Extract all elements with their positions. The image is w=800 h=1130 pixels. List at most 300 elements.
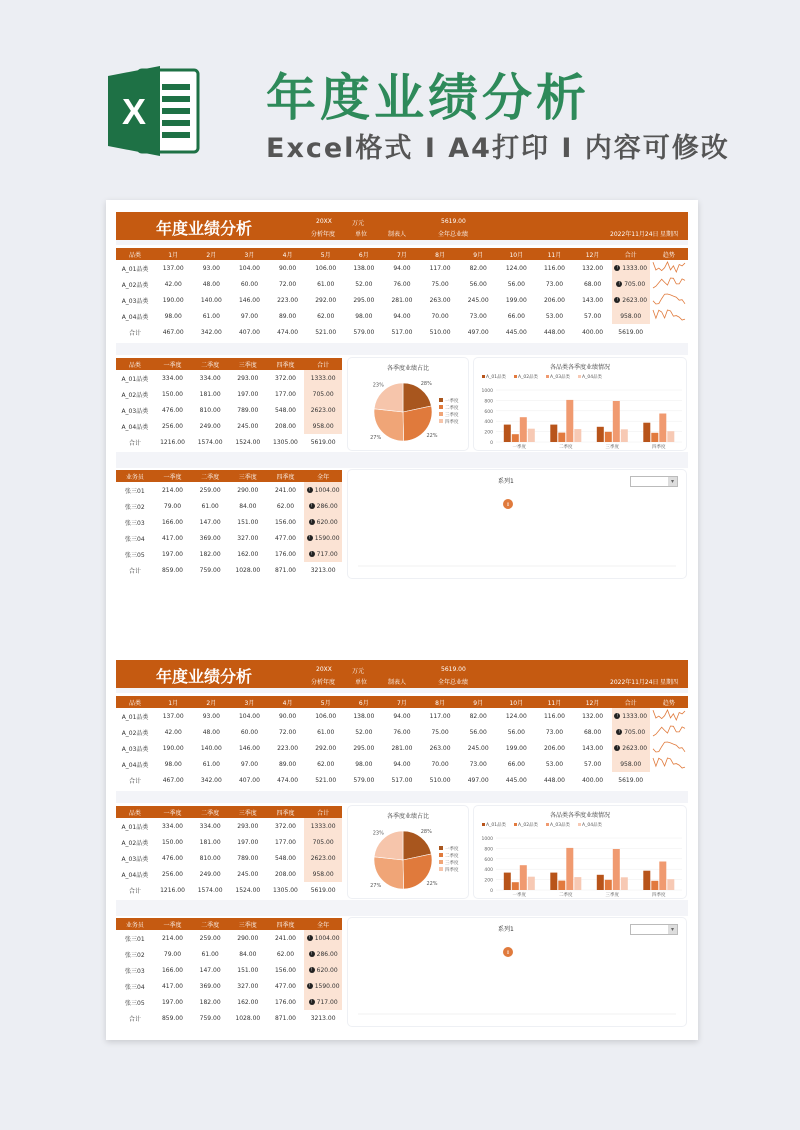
value-cell: 871.00 [274, 566, 296, 574]
value-cell: 68.00 [583, 728, 602, 736]
strip [116, 240, 688, 245]
bar [528, 877, 535, 890]
value-cell: 789.00 [237, 406, 259, 414]
value-cell: 334.00 [161, 822, 183, 830]
value-cell: 94.00 [393, 760, 411, 768]
report-title: 年度业绩分析 [156, 219, 253, 238]
pie-chart [348, 806, 468, 898]
total-value: 1004.00 [314, 934, 340, 942]
pie-title: 各季度业绩占比 [386, 813, 429, 820]
value-cell: 445.00 [505, 328, 527, 336]
value-cell: 90.00 [278, 264, 297, 272]
column-header: 7月 [397, 699, 407, 707]
bar [667, 879, 674, 890]
total-value: 717.00 [316, 550, 338, 558]
value-cell: 1574.00 [197, 438, 223, 446]
value-cell: 1216.00 [160, 886, 185, 894]
table-row [116, 850, 342, 866]
report-banner [116, 660, 688, 688]
value-cell: 259.00 [199, 934, 221, 942]
value-cell: 156.00 [274, 518, 296, 526]
row-label: A_02品类 [121, 281, 149, 289]
row-label: 合计 [128, 439, 141, 447]
value-cell: 214.00 [161, 934, 183, 942]
column-header: 12月 [585, 251, 600, 259]
legend-label: A_04品类 [582, 375, 603, 380]
x-tick-label: 三季度 [605, 893, 620, 898]
row-label: 合计 [128, 1015, 141, 1023]
bar [613, 401, 620, 442]
bar [550, 425, 557, 442]
value-cell: 176.00 [274, 550, 296, 558]
value-cell: 61.00 [317, 280, 335, 288]
bar [566, 848, 573, 890]
bar [621, 429, 628, 442]
value-cell: 190.00 [162, 744, 184, 752]
column-header: 9月 [473, 251, 484, 259]
total-cell: 5619.00 [310, 886, 336, 894]
row-label: 合计 [128, 887, 141, 895]
value-cell: 150.00 [161, 838, 183, 846]
column-header: 品类 [129, 699, 142, 707]
column-header: 合计 [317, 809, 330, 817]
legend-swatch [546, 375, 549, 378]
value-cell: 476.00 [161, 406, 183, 414]
value-cell: 281.00 [391, 744, 413, 752]
value-cell: 417.00 [161, 982, 183, 990]
table-row [116, 740, 688, 756]
total-value: 1590.00 [314, 534, 340, 542]
x-tick-label: 四季度 [652, 893, 666, 898]
legend-swatch [578, 375, 581, 378]
quarterly-table [116, 358, 342, 450]
table-row [116, 260, 688, 276]
value-cell: 106.00 [315, 264, 337, 272]
value-cell: 56.00 [507, 280, 525, 288]
value-cell: 116.00 [543, 264, 565, 272]
value-cell: 810.00 [199, 406, 221, 414]
value-cell: 57.00 [583, 760, 602, 768]
pie-title: 各季度业绩占比 [386, 365, 429, 372]
value-cell: 476.00 [161, 854, 183, 862]
bar [512, 434, 519, 442]
value-cell: 70.00 [431, 312, 449, 320]
value-cell: 369.00 [199, 534, 221, 542]
row-label: A_02品类 [121, 839, 149, 847]
header-row [116, 806, 342, 818]
y-tick-label: 0 [490, 441, 493, 446]
value-cell: 66.00 [507, 312, 525, 320]
column-header: 一季度 [163, 809, 182, 817]
bar [667, 431, 674, 442]
value-cell: 223.00 [277, 296, 299, 304]
value-cell: 292.00 [315, 296, 337, 304]
value-cell: 190.00 [162, 296, 184, 304]
total-cell [304, 866, 342, 882]
bar [520, 417, 527, 442]
value-cell: 73.00 [469, 312, 487, 320]
alert-icon: ! [616, 281, 622, 287]
legend-swatch [578, 823, 581, 826]
column-header: 1月 [168, 699, 179, 707]
sparkline [651, 292, 687, 306]
total-value: 1333.00 [622, 264, 648, 272]
alert-icon: ! [309, 519, 315, 525]
value-cell: 104.00 [238, 712, 260, 720]
column-header: 2月 [206, 699, 217, 707]
value-cell: 521.00 [315, 776, 337, 784]
value-cell: 517.00 [391, 776, 413, 784]
total-value: 620.00 [316, 518, 338, 526]
value-cell: 166.00 [161, 966, 183, 974]
bar-svg [474, 358, 686, 450]
table-row [116, 276, 688, 292]
value-cell: 517.00 [391, 328, 413, 336]
value-cell: 477.00 [274, 534, 296, 542]
total-value: 286.00 [316, 950, 338, 958]
pie-label: 28% [420, 381, 432, 388]
table-row [116, 724, 688, 740]
y-tick-label: 600 [484, 409, 493, 415]
legend-label: 二季度 [445, 406, 459, 411]
value-cell: 132.00 [582, 264, 604, 272]
value-cell: 208.00 [274, 422, 296, 430]
value-cell: 467.00 [162, 776, 184, 784]
hero-subtitle: Excel格式 I A4打印 I 内容可修改 [266, 133, 730, 164]
table-row [116, 546, 342, 562]
value-cell: 138.00 [353, 712, 375, 720]
total-cell [304, 498, 342, 514]
row-label: 合计 [129, 777, 142, 785]
column-header: 品类 [128, 809, 141, 817]
gap-band [116, 791, 688, 803]
y-tick-label: 200 [484, 430, 493, 436]
table-row [116, 308, 688, 324]
pie-label: 27% [370, 883, 382, 889]
value-cell: 181.00 [199, 838, 221, 846]
column-header: 10月 [509, 251, 524, 259]
value-cell: 73.00 [545, 280, 564, 288]
trend-cell [650, 260, 688, 276]
row-label: A_01品类 [121, 823, 149, 831]
trend-cell [650, 772, 688, 788]
bar [558, 881, 565, 890]
legend-swatch [439, 853, 443, 857]
chevron-down-icon[interactable]: ▾ [668, 477, 677, 486]
row-label: 合计 [129, 329, 142, 337]
year-value: 20XX [316, 666, 332, 673]
year-label: 分析年度 [311, 679, 336, 686]
value-cell: 143.00 [582, 744, 604, 752]
sparkline [651, 724, 687, 738]
legend-label: 一季度 [445, 847, 459, 852]
column-header: 5月 [320, 251, 331, 259]
value-cell: 70.00 [431, 760, 449, 768]
row-label: A_04品类 [121, 871, 149, 879]
value-cell: 197.00 [237, 838, 259, 846]
quarterly-table [116, 806, 342, 898]
bar [621, 877, 628, 890]
value-cell: 290.00 [237, 934, 259, 942]
total-cell [304, 930, 342, 946]
bar [651, 433, 658, 442]
bar [558, 433, 565, 442]
table-row [116, 292, 688, 308]
sales-table [116, 918, 342, 1026]
bar [504, 425, 511, 442]
value-cell: 48.00 [202, 728, 220, 736]
row-label: A_04品类 [121, 423, 149, 431]
column-header: 4月 [282, 699, 293, 707]
legend-swatch [514, 375, 517, 378]
x-tick-label: 三季度 [605, 445, 620, 450]
legend-swatch [439, 867, 443, 871]
value-cell: 1524.00 [235, 438, 261, 446]
column-header: 趋势 [662, 251, 675, 259]
sparkline [651, 740, 687, 754]
line-chart [348, 470, 686, 578]
value-cell: 1305.00 [273, 438, 298, 446]
total-cell [612, 756, 650, 772]
report-copy [116, 212, 688, 586]
value-cell: 75.00 [431, 280, 449, 288]
sparkline-path [653, 726, 685, 736]
value-cell: 53.00 [545, 760, 564, 768]
value-cell: 57.00 [583, 312, 602, 320]
value-cell: 48.00 [202, 280, 220, 288]
sparkline [651, 260, 687, 274]
legend-swatch [439, 860, 443, 864]
pie-label: 23% [372, 382, 384, 389]
row-label: 张三03 [125, 967, 145, 975]
value-cell: 75.00 [431, 728, 449, 736]
total-cell [612, 260, 650, 276]
legend-label: A_02品类 [518, 823, 539, 828]
value-cell: 147.00 [199, 518, 221, 526]
value-cell: 151.00 [237, 966, 259, 974]
unit-label: 单位 [355, 679, 368, 686]
table-row [116, 978, 342, 994]
value-cell: 56.00 [469, 728, 487, 736]
column-header: 四季度 [276, 809, 295, 817]
table-row [116, 402, 342, 418]
value-cell: 256.00 [161, 422, 183, 430]
sheet-preview [106, 200, 698, 1040]
sales-table [116, 470, 342, 578]
value-cell: 281.00 [391, 296, 413, 304]
value-cell: 177.00 [274, 838, 296, 846]
bar-title: 各品类各季度业绩情况 [549, 812, 610, 819]
alert-icon: ! [307, 535, 313, 541]
value-cell: 445.00 [505, 776, 527, 784]
value-cell: 293.00 [237, 374, 259, 382]
bar [550, 873, 557, 890]
value-cell: 60.00 [240, 280, 259, 288]
total-value: 958.00 [620, 760, 642, 768]
column-header: 合计 [624, 251, 637, 259]
total-value: 5619.00 [441, 666, 466, 673]
value-cell: 94.00 [393, 264, 411, 272]
row-label: A_02品类 [121, 391, 149, 399]
value-cell: 859.00 [161, 1014, 183, 1022]
y-tick-label: 1000 [481, 837, 493, 842]
alert-icon: ! [309, 967, 315, 973]
total-cell: 5619.00 [618, 328, 644, 336]
total-cell: 5619.00 [310, 438, 336, 446]
total-cell [612, 724, 650, 740]
value-cell: 124.00 [505, 264, 527, 272]
header-row [116, 918, 342, 930]
value-cell: 810.00 [199, 854, 221, 862]
row-label: 张三03 [125, 519, 145, 527]
value-cell: 147.00 [199, 966, 221, 974]
column-header: 2月 [206, 251, 217, 259]
column-header: 9月 [473, 699, 484, 707]
legend-swatch [482, 375, 485, 378]
value-cell: 1028.00 [235, 1014, 261, 1022]
value-cell: 181.00 [199, 390, 221, 398]
pie-label: 22% [426, 432, 438, 439]
column-header: 业务员 [125, 473, 144, 481]
sparkline-path [653, 294, 685, 304]
report-title: 年度业绩分析 [156, 667, 253, 686]
trend-cell [650, 324, 688, 340]
line-title: 系列1 [498, 926, 514, 933]
value-cell: 448.00 [543, 776, 565, 784]
value-cell: 73.00 [469, 760, 487, 768]
value-cell: 334.00 [199, 822, 221, 830]
table-row [116, 834, 342, 850]
value-cell: 245.00 [467, 296, 489, 304]
legend-label: A_01品类 [486, 375, 507, 380]
value-cell: 143.00 [582, 296, 604, 304]
y-tick-label: 0 [490, 889, 493, 894]
value-cell: 97.00 [240, 312, 259, 320]
row-label: A_03品类 [121, 745, 149, 753]
value-cell: 162.00 [237, 998, 259, 1006]
value-cell: 1305.00 [273, 886, 298, 894]
total-label: 全年总业绩 [438, 679, 469, 686]
value-cell: 104.00 [238, 264, 260, 272]
value-cell: 295.00 [353, 744, 375, 752]
value-cell: 548.00 [274, 406, 296, 414]
value-cell: 98.00 [164, 312, 182, 320]
value-cell: 548.00 [274, 854, 296, 862]
column-header: 3月 [244, 251, 255, 259]
table-row [116, 514, 342, 530]
value-cell: 182.00 [199, 550, 221, 558]
value-cell: 199.00 [505, 296, 527, 304]
value-cell: 290.00 [237, 486, 259, 494]
line-chart [348, 918, 686, 1026]
bar [597, 875, 604, 890]
value-cell: 293.00 [237, 822, 259, 830]
value-cell: 263.00 [429, 744, 451, 752]
y-tick-label: 1000 [481, 389, 493, 394]
column-header: 6月 [358, 251, 369, 259]
gap-band [116, 343, 688, 355]
alert-icon: ! [307, 487, 313, 493]
bar [520, 865, 527, 890]
value-cell: 197.00 [237, 390, 259, 398]
column-header: 品类 [128, 361, 141, 369]
value-cell: 521.00 [315, 328, 337, 336]
unit-label: 单位 [355, 231, 368, 238]
bar [528, 429, 535, 442]
value-cell: 84.00 [239, 502, 257, 510]
value-cell: 759.00 [199, 1014, 221, 1022]
value-cell: 61.00 [202, 312, 220, 320]
value-cell: 1216.00 [160, 438, 185, 446]
value-cell: 117.00 [429, 712, 451, 720]
total-value: 705.00 [624, 728, 646, 736]
line-svg [348, 918, 686, 1026]
total-value: 286.00 [316, 502, 338, 510]
bar [659, 862, 666, 891]
value-cell: 62.00 [317, 312, 335, 320]
value-cell: 789.00 [237, 854, 259, 862]
alert-icon: ! [307, 935, 313, 941]
column-header: 7月 [397, 251, 407, 259]
sparkline-path [653, 710, 685, 720]
alert-icon: ! [307, 983, 313, 989]
x-tick-label: 四季度 [652, 445, 666, 450]
hero-header [0, 0, 800, 190]
value-cell: 42.00 [164, 280, 182, 288]
y-tick-label: 400 [484, 868, 493, 874]
value-cell: 1524.00 [235, 886, 261, 894]
row-label: 张三02 [125, 951, 145, 959]
value-cell: 146.00 [238, 744, 260, 752]
value-cell: 327.00 [237, 534, 259, 542]
maker-label: 制表人 [388, 231, 407, 238]
row-label: A_04品类 [121, 761, 149, 769]
total-cell [612, 292, 650, 308]
chevron-down-icon[interactable]: ▾ [668, 925, 677, 934]
total-value: 620.00 [316, 966, 338, 974]
column-header: 二季度 [201, 921, 220, 929]
legend-swatch [439, 419, 443, 423]
total-cell [304, 370, 342, 386]
column-header: 10月 [509, 699, 524, 707]
total-value: 2623.00 [622, 744, 648, 752]
value-cell: 249.00 [199, 422, 221, 430]
row-label: A_03品类 [121, 855, 149, 863]
legend-swatch [546, 823, 549, 826]
column-header: 三季度 [238, 361, 257, 369]
x-tick-label: 一季度 [512, 893, 527, 898]
bar [512, 882, 519, 890]
y-tick-label: 400 [484, 420, 493, 426]
line-title: 系列1 [498, 478, 514, 485]
value-cell: 166.00 [161, 518, 183, 526]
column-header: 二季度 [201, 809, 220, 817]
monthly-table [116, 248, 688, 340]
value-cell: 263.00 [429, 296, 451, 304]
sum-row [116, 772, 688, 788]
legend-label: 四季度 [445, 420, 459, 425]
pie-label: 23% [372, 830, 384, 837]
sum-row [116, 324, 688, 340]
sparkline [651, 276, 687, 290]
sum-row [116, 562, 342, 578]
value-cell: 292.00 [315, 744, 337, 752]
column-header: 四季度 [276, 361, 295, 369]
value-cell: 94.00 [393, 712, 411, 720]
report-weekday: 星期四 [660, 679, 679, 686]
value-cell: 98.00 [355, 760, 373, 768]
value-cell: 871.00 [274, 1014, 296, 1022]
